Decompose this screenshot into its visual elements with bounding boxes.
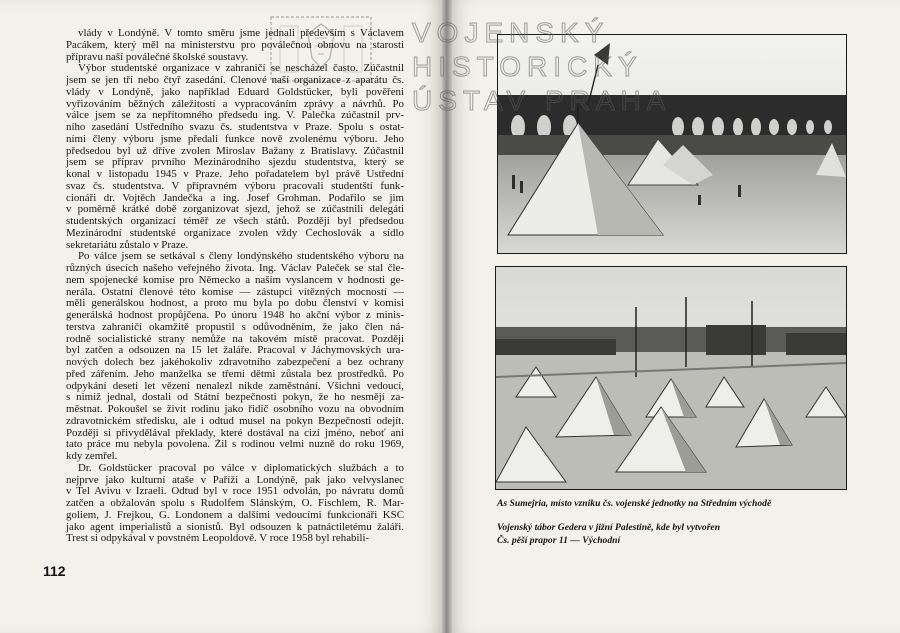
left-page-body-text: [52, 28, 404, 545]
body-line: svaz čs. studentstva. V přípravném výboru pracovali studentští funk-: [66, 180, 404, 192]
body-line: jsem se příprav prvního Mezinárodního sjezdu studentstva, který se: [66, 157, 404, 169]
body-line: ními členy výboru jsme předali funkce nově zvolenému výboru. Jeho: [66, 133, 404, 145]
body-line: konal v listopadu 1945 v Praze. Jeho pořadatelem byl právě Ústřední: [66, 169, 404, 180]
caption-line: Čs. pěší prapor 11 — Východní: [497, 535, 621, 546]
body-line: v Tel Avivu v Izraeli. Odtud byl v roce 1951 odvolán, po návratu domů: [66, 486, 404, 498]
body-line: Mezinárodní studentské organizace zvolen vždy Čechoslovák a sídlo: [66, 227, 404, 239]
body-line: městnat. Pokoušel se živit rodinu jako řidič osobního vozu na obvodním: [66, 404, 404, 415]
body-line: odpykání deseti let vězení nenalezl nikde zaměstnání. Všichni vedoucí,: [66, 380, 404, 392]
body-line: nem spojenecké komise pro Německo a naším vyslancem v hodnosti ge-: [66, 274, 404, 286]
body-line: terstva zahraničí okamžitě propustil s odůvodněním, že jako člen ná-: [66, 321, 404, 333]
body-line: kdy zemřel.: [66, 451, 118, 462]
body-line: Pacákem, který měl na ministerstvu pro poválečnou obnovu na starosti: [66, 39, 404, 51]
page-number: 112: [43, 563, 66, 579]
body-line: generálská hodnost propůjčena. Po únoru 1948 ho akční výbor z minis-: [66, 310, 404, 321]
body-line: vyřizováním běžných záležitostí a vypracováním zprávy a návrhů. Po: [66, 98, 404, 110]
body-line: Po válce jsem se setkával s členy londýnského studentského výboru na: [78, 251, 404, 263]
caption-text: As Sumejria, místo vzniku čs. vojenské jednotky na Středním východě: [497, 498, 772, 509]
body-line: Výbor studentské organizace v zahraničí se nescházel často. Zúčastnil: [78, 63, 404, 75]
body-line: různých úsecích našeho veřejného života. Ing. Václav Paleček se stal čle-: [66, 263, 404, 274]
body-line: nerála. Ostatní členové této komise — zástupci vítězných mocností —: [66, 286, 404, 298]
body-line: s nimiž jednal, dostali od Státní bezpečnosti pokyn, že ho nesmějí za-: [66, 392, 404, 404]
body-line: vlády v Londýně, jako například Eduard Goldstücker, byli pověřeni: [66, 86, 404, 98]
body-line: v poměrně krátké době zorganizovat sjezd, jehož se zúčastnili delegáti: [66, 204, 404, 216]
photo-caption-as-sumejria: [497, 497, 847, 510]
body-paragraph: [52, 63, 404, 251]
book-gutter: [442, 0, 452, 633]
body-paragraph: [52, 251, 404, 463]
body-line: studentských organizací téměř ze všech států. Později byl předsedou: [66, 216, 404, 227]
body-line: ního zasedání Ústředního svazu čs. studentstva v Praze. Spolu s ostat-: [66, 122, 404, 133]
body-line: zdravotnickém středisku, ale i odtud musel na pokyn Bezpečnosti odejít.: [66, 415, 404, 427]
body-line: jako agent imperialistů a sionistů. Byl odsouzen k patnáctiletému žaláři.: [66, 521, 404, 533]
photo-camp-as-sumejria: [497, 34, 847, 254]
body-line: přípravu naší poválečné školské soustavy.: [66, 51, 249, 63]
body-line: vlády v Londýně. V tomto směru jsme jednali především s Václavem: [78, 28, 404, 39]
body-line: goliem, J. Frejkou, G. Londonem a dalšími vedoucími funkcionáři KSČ: [66, 509, 404, 521]
photo-camp-as-sumejria-image: [498, 35, 846, 253]
body-line: nových dolech bez jakéhokoliv zdravotního zabezpečení a bez ochrany: [66, 357, 404, 368]
body-line: zatčen a obžalován spolu s Rudolfem Slánským, O. Fischlem, R. Mar-: [66, 498, 404, 509]
body-line: tato práce mu nebyla povolena. Žil s rodinou velmi nuzně do roku 1969,: [66, 439, 404, 451]
body-line: byl zatčen a odsouzen na 15 let žaláře. Pracoval v Jáchymovských ura-: [66, 345, 404, 357]
body-line: Později si přivydělával překlady, které dostával na cizí jméno, neboť ani: [66, 427, 404, 439]
body-paragraph: [52, 463, 404, 545]
body-line: Trest si odpykával v povstném Leopoldově. V roce 1958 byl rehabili-: [66, 533, 370, 545]
body-line: sekretariátu zůstalo v Praze.: [66, 239, 189, 251]
body-line: válce jsem se za nepřítomného předsedu ing. V. Palečka zúčastnil prv-: [66, 110, 404, 122]
caption-line: Vojenský tábor Gedera v jižní Palestině, kde byl vytvořen: [497, 522, 721, 533]
body-line: rodně socialistické strany nemůže na takovém místě pracovat. Později: [66, 333, 404, 345]
body-paragraph: [52, 28, 404, 63]
body-line: před zářením. Jeho manželka se třemi dětmi zůstala bez prostředků. Po: [66, 368, 404, 380]
photo-camp-gedera-image: [496, 267, 846, 489]
photo-camp-gedera: [495, 266, 847, 490]
body-line: jsem se jen tří nebo čtyř zasedání. Členové naší organizace z aparátu čs.: [66, 75, 404, 86]
body-line: měli generálskou hodnost, a proto mu byla po dobu členství v komisi: [66, 298, 404, 310]
body-line: předsedou byl už dříve zvolen Miroslav Bažany z Bratislavy. Zúčastnil: [66, 145, 404, 157]
body-line: cionáři dr. Vojtěch Jandečka a ing. Josef Grohman. Podařilo se jim: [66, 192, 404, 204]
body-line: Dr. Goldstücker pracoval po válce v diplomatických službách a to: [78, 462, 404, 474]
photo-caption-gedera: [497, 521, 847, 547]
body-line: nejprve jako kulturní ataše v Paříži a Londýně, pak jako velvyslanec: [66, 474, 404, 486]
